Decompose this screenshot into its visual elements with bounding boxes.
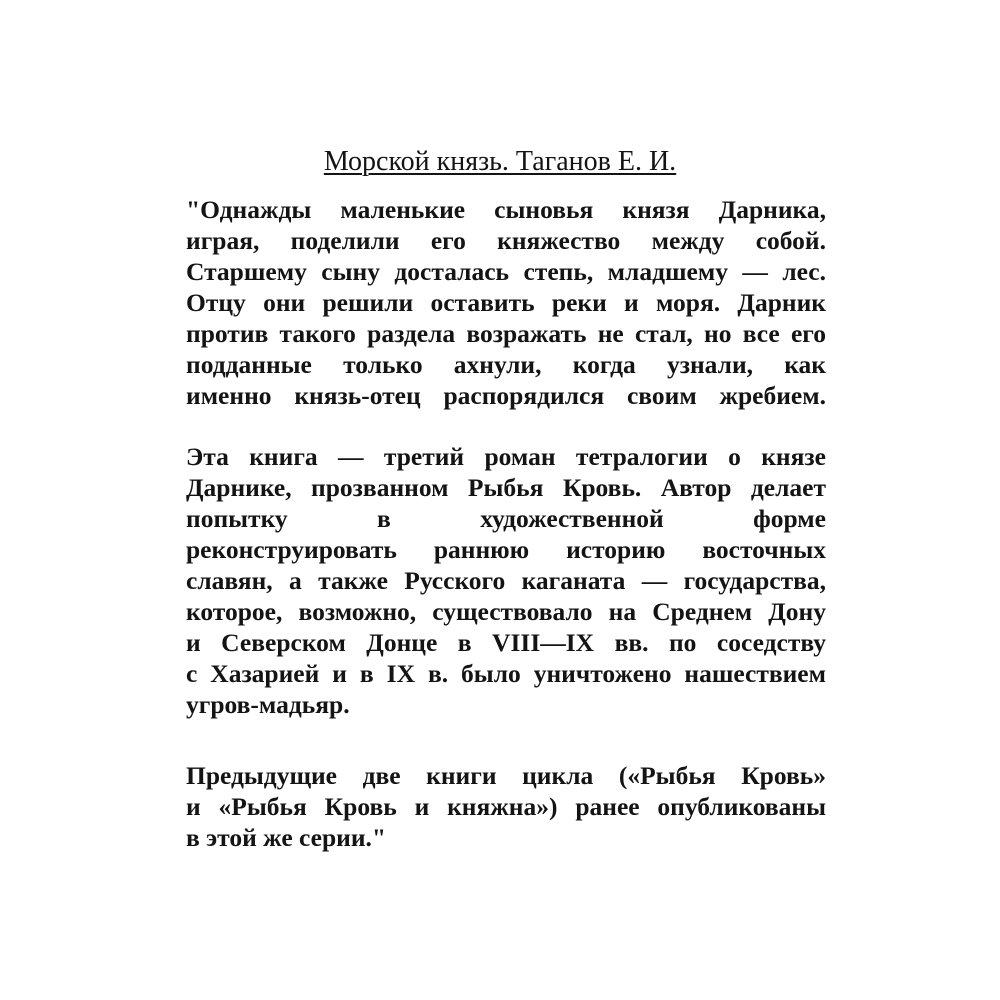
text-line: которое, возможно, существовало на Среднем Дону [186, 597, 826, 626]
text-line: Дарнике, прозванном Рыбья Кровь. Автор делает [186, 473, 826, 502]
text-line: и Северском Донце в VIII—IX вв. по соседству [186, 628, 826, 657]
paragraph-1 [186, 194, 826, 411]
text-line: играя, поделили его княжество между собой. [186, 226, 826, 255]
text-line: Отцу они решили оставить реки и моря. Дарник [186, 288, 826, 317]
text-line: славян, а также Русского каганата — государства, [186, 566, 826, 595]
text-line: Эта книга — третий роман тетралогии о князе [186, 442, 826, 471]
text-line: в этой же серии." [186, 823, 387, 852]
document-title [0, 145, 1000, 179]
text-line: подданные только ахнули, когда узнали, как [186, 350, 826, 379]
text-line: Старшему сыну досталась степь, младшему — лес. [186, 257, 826, 286]
text-line: угров-мадьяр. [186, 690, 350, 719]
text-line: и «Рыбья Кровь и княжна») ранее опубликованы [186, 792, 826, 821]
text-line: реконструировать раннюю историю восточных [186, 535, 826, 564]
document-title-text: Морской князь. Таганов Е. И. [323, 146, 677, 177]
text-line: "Однажды маленькие сыновья князя Дарника, [186, 195, 826, 224]
text-line: Предыдущие две книги цикла («Рыбья Кровь» [186, 761, 826, 790]
text-line: против такого раздела возражать не стал, но все его [186, 319, 826, 348]
text-line: именно князь-отец распорядился своим жребием. [186, 381, 826, 410]
paragraph-2 [186, 441, 826, 720]
text-line: попытку в художественной форме [186, 504, 826, 533]
text-line: с Хазарией и в IX в. было уничтожено нашествием [186, 659, 826, 688]
paragraph-3 [186, 760, 826, 853]
